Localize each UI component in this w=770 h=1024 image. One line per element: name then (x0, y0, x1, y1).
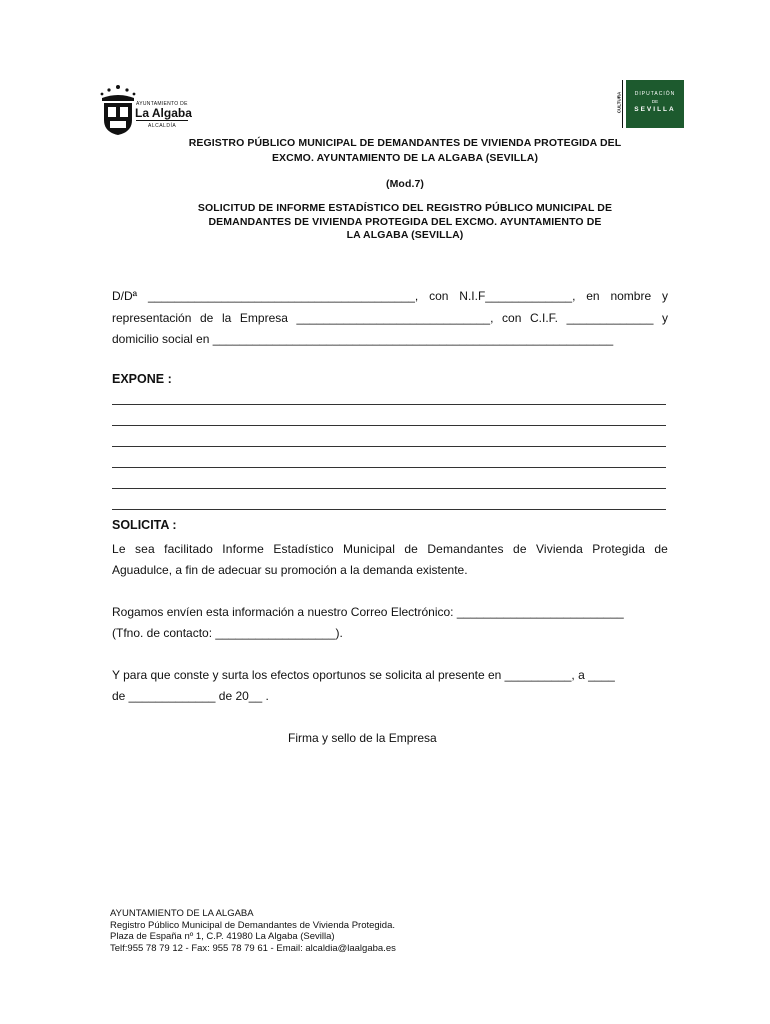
logo-divider (136, 120, 188, 121)
doc-subtitle-line3: LA ALGABA (SEVILLA) (346, 229, 464, 241)
doc-title-line2: EXCMO. AYUNTAMIENTO DE LA ALGABA (SEVILLA) (271, 152, 539, 164)
logo-left-line1: AYUNTAMIENTO DE (136, 101, 188, 107)
doc-subtitle-line1: SOLICITUD DE INFORME ESTADÍSTICO DEL REGISTRO PÚBLICO MUNICIPAL DE (197, 202, 613, 214)
expone-line (112, 467, 666, 468)
ayuntamiento-logo (98, 84, 198, 136)
footer (110, 908, 396, 954)
footer-line2: Registro Público Municipal de Demandantes de Vivienda Protegida. (110, 919, 395, 931)
expone-heading: EXPONE : (112, 372, 172, 386)
logo-right-vertical-text: CULTURA (616, 91, 622, 114)
email-request-line: Rogamos envíen esta información a nuestro Correo Electrónico: _________________________ (112, 605, 624, 619)
footer-line4: Telf:955 78 79 12 - Fax: 955 78 79 61 - Email: alcaldia@laalgaba.es (110, 942, 396, 954)
coat-of-arms-icon (98, 84, 138, 136)
expone-line (112, 509, 666, 510)
address-line: domicilio social en ____________________________________________________________ (112, 332, 614, 346)
logo-left-line2: La Algaba (135, 106, 192, 120)
phone-line: (Tfno. de contacto: __________________). (112, 626, 343, 640)
doc-title (110, 136, 700, 166)
expone-line (112, 425, 666, 426)
expone-line (112, 446, 666, 447)
company-line: representación de la Empresa _____________________________, con C.I.F. _____________ y (112, 311, 668, 325)
diputacion-logo (614, 80, 684, 128)
expone-line (112, 488, 666, 489)
solicita-paragraph-line2: Aguadulce, a fin de adecuar su promoción a la demanda existente. (112, 563, 468, 577)
logo-right-line2: DE (651, 99, 659, 104)
logo-right-line1: DIPUTACIÓN (634, 91, 676, 97)
doc-title-line1: REGISTRO PÚBLICO MUNICIPAL DE DEMANDANTES DE VIVIENDA PROTEGIDA DEL (188, 137, 622, 149)
footer-line1: AYUNTAMIENTO DE LA ALGABA (110, 908, 254, 919)
model-number: (Mod.7) (385, 178, 425, 190)
footer-line3: Plaza de España nº 1, C.P. 41980 La Algaba (Sevilla) (110, 931, 335, 942)
logo-left-line3: ALCALDÍA (148, 123, 177, 129)
doc-subtitle-line2: DEMANDANTES DE VIVIENDA PROTEGIDA DEL EXCMO. AYUNTAMIENTO DE (208, 215, 602, 228)
date-line2: de _____________ de 20__ . (112, 689, 269, 703)
logo-right-line3: SEVILLA (634, 106, 676, 113)
doc-subtitle (110, 202, 700, 243)
solicita-paragraph-line1: Le sea facilitado Informe Estadístico Municipal de Demandantes de Vivienda Protegida de (112, 542, 668, 556)
date-line1: Y para que conste y surta los efectos oportunos se solicita al presente en __________, a ____ (112, 668, 615, 682)
solicita-heading: SOLICITA : (112, 518, 177, 532)
applicant-line: D/Dª ________________________________________, con N.I.F_____________, en nombre y (112, 289, 668, 303)
logo-right-panel (626, 80, 684, 128)
expone-line (112, 404, 666, 405)
signature-label: Firma y sello de la Empresa (288, 731, 437, 745)
logo-right-rule (622, 80, 623, 128)
